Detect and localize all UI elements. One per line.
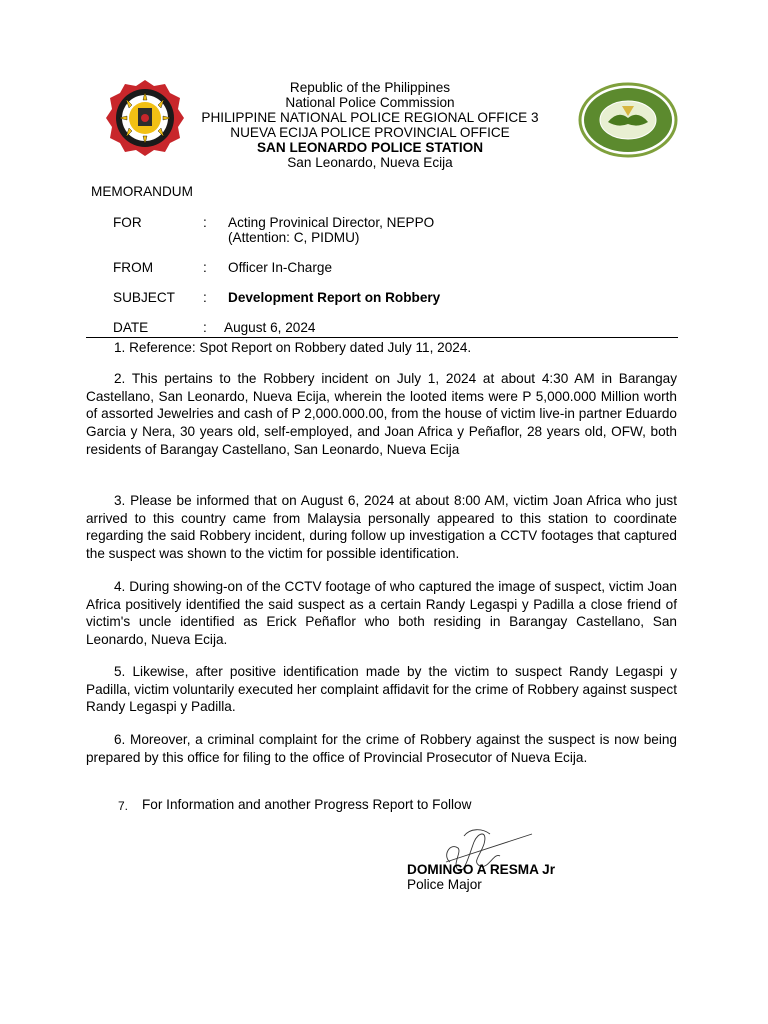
- san-leonardo-seal-logo: [578, 82, 678, 158]
- from-label: FROM: [113, 260, 154, 275]
- subject-value: Development Report on Robbery: [228, 290, 441, 305]
- paragraph-4: [86, 578, 677, 649]
- paragraph-1-text: 1. Reference: Spot Report on Robbery dated July 11, 2024.: [114, 340, 472, 355]
- date-value: August 6, 2024: [224, 320, 316, 335]
- header-republic: Republic of the Philippines: [289, 80, 451, 95]
- header-regional-office: PHILIPPINE NATIONAL POLICE REGIONAL OFFICE 3: [201, 110, 539, 125]
- header-provincial-office: NUEVA ECIJA POLICE PROVINCIAL OFFICE: [230, 125, 510, 140]
- for-colon: :: [203, 215, 207, 230]
- paragraph-2-text: 2. This pertains to the Robbery incident on July 1, 2024 at about 4:30 AM in Barangay Castellano, San Leonardo, Nueva Ecija, wherein the looted items were P 5,000.000 Million worth of assorted Jewelries and cash of P 2,000.000.00, from the house of victim live-in partner Eduardo Garcia y Nera, 30 years old, self-employed, and Joan Africa y Peñaflor, 28 years old, OFW, both residents of Barangay Castellano, San Leonardo, Nueva Ecija: [86, 371, 677, 457]
- paragraph-7-text: For Information and another Progress Report to Follow: [142, 797, 472, 812]
- paragraph-1: [86, 339, 677, 357]
- header-divider: [86, 337, 678, 338]
- date-colon: :: [203, 320, 207, 335]
- subject-label: SUBJECT: [113, 290, 175, 305]
- date-label: DATE: [113, 320, 149, 335]
- paragraph-7-number: 7.: [118, 799, 129, 813]
- subject-colon: :: [203, 290, 207, 305]
- paragraph-6: [86, 731, 677, 766]
- header-location: San Leonardo, Nueva Ecija: [287, 155, 453, 170]
- header-napolcom: National Police Commission: [285, 95, 455, 110]
- for-attention: (Attention: C, PIDMU): [228, 230, 360, 245]
- header-station: SAN LEONARDO POLICE STATION: [256, 140, 484, 155]
- signatory-rank: Police Major: [407, 877, 482, 892]
- paragraph-4-text: 4. During showing-on of the CCTV footage of who captured the image of suspect, victim Joan Africa positively identified the said suspect as a certain Randy Legaspi y Padilla a close friend of victim's uncle identified as Erick Peñaflor who both residing in Barangay Castellano, San Leonardo, Nueva Ecija.: [86, 579, 677, 648]
- from-value: Officer In-Charge: [228, 260, 333, 275]
- paragraph-5: [86, 663, 677, 716]
- paragraph-2: [86, 370, 677, 459]
- paragraph-3: [86, 492, 677, 563]
- paragraph-6-text: 6. Moreover, a criminal complaint for the crime of Robbery against the suspect is now being prepared by this office for filing to the office of Provincial Prosecutor of Nueva Ecija.: [86, 732, 677, 765]
- paragraph-3-text: 3. Please be informed that on August 6, 2024 at about 8:00 AM, victim Joan Africa who just arrived to this country came from Malaysia personally appeared to this station to coordinate regarding the said Robbery incident, during follow up investigation a CCTV footages that captured the suspect was shown to the victim for possible identification.: [86, 493, 677, 562]
- for-value: Acting Provinical Director, NEPPO: [228, 215, 435, 230]
- for-label: FOR: [113, 215, 142, 230]
- paragraph-5-text: 5. Likewise, after positive identification made by the victim to suspect Randy Legaspi y Padilla, victim voluntarily executed her complaint affidavit for the crime of Robbery against suspect Randy Legaspi y Padilla.: [86, 664, 677, 715]
- signatory-name: DOMINGO A RESMA Jr: [407, 862, 556, 877]
- from-colon: :: [203, 260, 207, 275]
- memorandum-title: MEMORANDUM: [91, 184, 193, 199]
